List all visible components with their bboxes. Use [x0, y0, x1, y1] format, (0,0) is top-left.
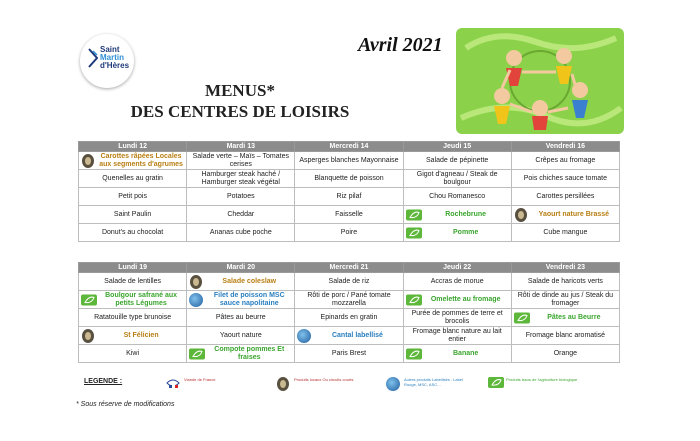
msc-icon	[386, 377, 400, 391]
day-header: Mardi 20	[187, 263, 295, 273]
dish-label: Crêpes au fromage	[535, 156, 596, 164]
dish-label: Paris Brest	[331, 349, 367, 357]
dish-label: Filet de poisson MSC sauce napolitaine	[213, 291, 285, 307]
menu-cell	[79, 345, 187, 363]
farm-icon	[277, 377, 289, 391]
table-row	[79, 170, 620, 188]
menu-cell	[295, 309, 403, 327]
menu-cell	[187, 206, 295, 224]
dish-label: Fromage blanc nature au lait entier	[412, 327, 502, 343]
menu-cell	[187, 273, 295, 291]
dish-label: Yaourt nature Brassé	[538, 210, 610, 218]
dish-label: Ananas cube poche	[209, 228, 272, 236]
menu-cell	[79, 291, 187, 309]
menu-cell	[295, 188, 403, 206]
day-header: Mercredi 21	[295, 263, 403, 273]
legend-title: LEGENDE :	[84, 378, 123, 385]
menu-cell	[403, 152, 511, 170]
menu-cell	[295, 206, 403, 224]
table-row	[79, 273, 620, 291]
dish-label: Boulgour safrané aux petits Légumes	[105, 291, 178, 307]
menu-cell	[79, 152, 187, 170]
week-1-menu-table	[78, 141, 620, 242]
bio-leaf-icon	[488, 377, 504, 388]
menu-cell	[295, 291, 403, 309]
week-2-menu-table	[78, 262, 620, 363]
dish-label: Omelette au fromage	[430, 295, 501, 303]
month-heading: Avril 2021	[358, 34, 443, 56]
dish-label: Poire	[340, 228, 358, 236]
local-product-icon	[190, 275, 202, 289]
table-row	[79, 309, 620, 327]
dish-label: Purée de pommes de terre et brocolis	[411, 309, 503, 325]
day-header: Vendredi 16	[511, 142, 619, 152]
dish-label: Salade coleslaw	[222, 277, 277, 285]
bio-leaf-icon	[514, 312, 530, 323]
footnote: * Sous réserve de modifications	[76, 401, 175, 408]
dish-label: Chou Romanesco	[429, 192, 486, 200]
dish-label: Epinards en gratin	[320, 313, 378, 321]
bio-leaf-icon	[81, 294, 97, 305]
dish-label: Cantal labellisé	[331, 331, 383, 339]
menu-cell	[511, 327, 619, 345]
day-header: Vendredi 23	[511, 263, 619, 273]
dish-label: Salade verte – Maïs – Tomates cerises	[192, 152, 289, 168]
dish-label: Yaourt nature	[219, 331, 262, 339]
dish-label: Petit pois	[118, 192, 147, 200]
dish-label: Blanquette de poisson	[314, 174, 384, 182]
day-header: Mercredi 14	[295, 142, 403, 152]
menu-cell	[403, 345, 511, 363]
dish-label: Quenelles au gratin	[102, 174, 163, 182]
dish-label: Potatoes	[226, 192, 255, 200]
logo-line-2: Martin	[100, 53, 124, 62]
menu-cell	[511, 206, 619, 224]
day-header: Mardi 13	[187, 142, 295, 152]
dish-label: Orange	[553, 349, 578, 357]
dish-label: Salade de lentilles	[104, 277, 161, 285]
children-playing-illustration	[456, 28, 624, 134]
menu-cell	[295, 327, 403, 345]
bio-leaf-icon	[406, 294, 422, 305]
viande-de-france-icon	[166, 377, 180, 389]
menu-cell	[187, 309, 295, 327]
legend-text: Produits issus de l'agriculture biologique	[506, 377, 578, 382]
menu-cell	[295, 152, 403, 170]
bio-leaf-icon	[406, 209, 422, 220]
dish-label: Salade de pépinette	[426, 156, 489, 164]
local-product-icon	[82, 154, 94, 168]
menu-cell	[511, 224, 619, 242]
menu-cell	[511, 152, 619, 170]
table-row	[79, 206, 620, 224]
dish-label: Rôti de porc / Pané tomate mozzarella	[307, 291, 391, 307]
menu-cell	[403, 170, 511, 188]
menu-cell	[403, 273, 511, 291]
menu-cell	[187, 291, 295, 309]
menu-cell	[403, 291, 511, 309]
legend-text: Produits locaux Ou circuits courts	[294, 377, 354, 382]
dish-label: Compote pommes Et fraises	[214, 345, 285, 361]
menu-cell	[403, 327, 511, 345]
page-title	[120, 80, 360, 122]
menu-cell	[511, 309, 619, 327]
menu-cell	[403, 309, 511, 327]
bio-leaf-icon	[406, 348, 422, 359]
msc-label-icon	[297, 329, 311, 343]
logo-line-1: Saint	[100, 45, 120, 54]
dish-label: Pâtes au beurre	[215, 313, 266, 321]
dish-label: Saint Paulin	[113, 210, 152, 218]
menu-cell	[79, 273, 187, 291]
menu-cell	[511, 188, 619, 206]
menu-cell	[511, 273, 619, 291]
legend-text: Viande de France	[184, 377, 216, 382]
dish-label: Fromage blanc aromatisé	[525, 331, 606, 339]
menu-cell	[187, 188, 295, 206]
day-header: Lundi 19	[79, 263, 187, 273]
table-row	[79, 291, 620, 309]
dish-label: Accras de morue	[430, 277, 484, 285]
msc-label-icon	[189, 293, 203, 307]
dish-label: Cube mangue	[543, 228, 588, 236]
table-row	[79, 327, 620, 345]
dish-label: Pâtes au Beurre	[547, 313, 601, 321]
dish-label: Cheddar	[227, 210, 255, 218]
bio-leaf-icon	[406, 227, 422, 238]
menu-cell	[79, 327, 187, 345]
table-row	[79, 188, 620, 206]
menu-cell	[187, 345, 295, 363]
menu-cell	[79, 224, 187, 242]
local-product-icon	[82, 329, 94, 343]
logo-emblem-icon	[88, 47, 98, 69]
menu-cell	[511, 170, 619, 188]
menu-cell	[187, 170, 295, 188]
dish-label: Asperges blanches Mayonnaise	[299, 156, 399, 164]
menu-cell	[295, 273, 403, 291]
day-header: Jeudi 22	[403, 263, 511, 273]
dish-label: Gigot d'agneau / Steak de boulgour	[416, 170, 498, 186]
dish-label: Salade de haricots verts	[527, 277, 603, 285]
menu-cell	[403, 206, 511, 224]
day-header: Jeudi 15	[403, 142, 511, 152]
title-line-1: MENUS*	[205, 81, 275, 100]
menu-cell	[79, 188, 187, 206]
dish-label: Pomme	[453, 228, 479, 236]
dish-label: Carottes râpées Locales aux segments d'agrumes	[99, 152, 183, 168]
legend-text: Autres produits Labellisés : Label Rouge, MSC, ASC…	[404, 377, 463, 387]
menu-cell	[187, 152, 295, 170]
menu-cell	[403, 224, 511, 242]
logo-line-3: d'Hères	[100, 61, 130, 70]
dish-label: Ratatouille type brunoise	[94, 313, 172, 321]
title-line-2: DES CENTRES DE LOISIRS	[130, 102, 350, 121]
table-row	[79, 152, 620, 170]
menu-cell	[79, 206, 187, 224]
menu-cell	[79, 170, 187, 188]
menu-cell	[403, 188, 511, 206]
dish-label: Pois chiches sauce tomate	[523, 174, 607, 182]
dish-label: Riz pilaf	[336, 192, 362, 200]
dish-label: Rochebrune	[445, 210, 487, 218]
dish-label: Hamburger steak haché / Hamburger steak végétal	[201, 170, 281, 186]
table-row	[79, 224, 620, 242]
bio-leaf-icon	[189, 348, 205, 359]
menu-cell	[295, 345, 403, 363]
table-row	[79, 345, 620, 363]
dish-label: Kiwi	[126, 349, 140, 357]
dish-label: Banane	[453, 349, 479, 357]
dish-label: Rôti de dinde au jus / Steak du fromager	[517, 291, 614, 307]
dish-label: Donut's au chocolat	[101, 228, 164, 236]
menu-cell	[187, 224, 295, 242]
dish-label: Carottes persillées	[536, 192, 595, 200]
day-header: Lundi 12	[79, 142, 187, 152]
menu-cell	[187, 327, 295, 345]
menu-cell	[295, 170, 403, 188]
legend	[78, 372, 620, 392]
dish-label: Faisselle	[335, 210, 363, 218]
menu-cell	[511, 291, 619, 309]
local-product-icon	[515, 208, 527, 222]
menu-cell	[295, 224, 403, 242]
menu-cell	[79, 309, 187, 327]
dish-label: St Félicien	[123, 331, 159, 339]
dish-label: Salade de riz	[328, 277, 370, 285]
menu-cell	[511, 345, 619, 363]
